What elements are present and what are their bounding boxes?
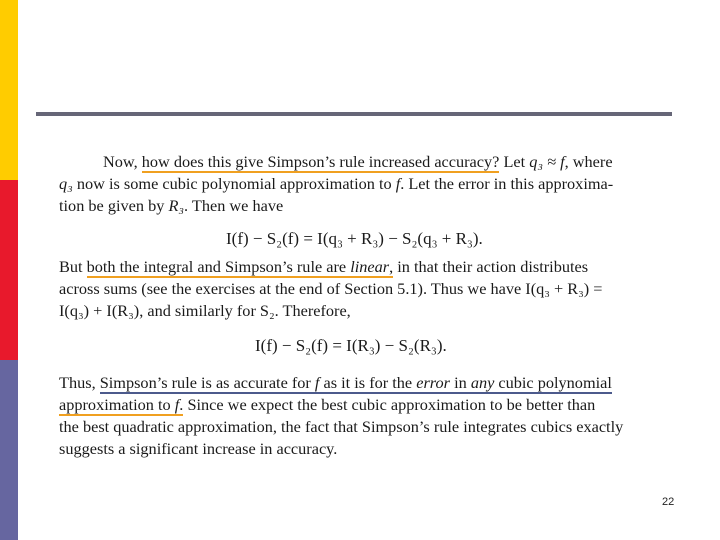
paragraph-3-line-2 bbox=[59, 394, 683, 416]
text-fragment: in bbox=[450, 373, 471, 392]
left-band-yellow bbox=[0, 0, 18, 180]
paragraph-1-line-2 bbox=[59, 173, 683, 195]
math-inline: R₃ bbox=[168, 196, 185, 215]
text-fragment: Thus, bbox=[59, 373, 100, 392]
text-fragment: , where bbox=[564, 152, 613, 171]
text-fragment: in that their action distributes bbox=[393, 257, 589, 276]
equation-1: I(f) − S₂(f) = I(q₃ + R₃) − S₂(q₃ + R₃). bbox=[226, 229, 483, 248]
equation-2: I(f) − S₂(f) = I(R₃) − S₂(R₃). bbox=[255, 336, 447, 355]
paragraph-3-line-1 bbox=[59, 372, 683, 394]
text-fragment: . Then we have bbox=[184, 196, 284, 215]
paragraph-3-line-3: the best quadratic approximation, the fact that Simpson’s rule integrates cubics exactly bbox=[59, 417, 624, 436]
highlighted-conclusion-end bbox=[59, 395, 183, 416]
highlighted-linearity bbox=[87, 257, 394, 278]
text-fragment: But bbox=[59, 257, 87, 276]
math-inline: f bbox=[314, 373, 320, 392]
text-fragment: Simpson’s rule is as accurate for bbox=[99, 373, 315, 392]
text-fragment: approximation to bbox=[59, 395, 175, 414]
math-inline: q₃ ≈ f bbox=[529, 152, 565, 171]
text-fragment: Let bbox=[499, 152, 530, 171]
left-band-blue bbox=[0, 360, 18, 540]
text-fragment: Since we expect the best cubic approximation to be better than bbox=[183, 395, 596, 414]
math-inline: f bbox=[395, 174, 401, 193]
paragraph-2-line-2: across sums (see the exercises at the end of Section 5.1). Thus we have I(q₃ + R₃) = bbox=[59, 279, 603, 298]
text-fragment: . bbox=[179, 395, 184, 414]
highlighted-question: how does this give Simpson’s rule increased accuracy? bbox=[141, 152, 500, 171]
paragraph-1-line-3 bbox=[59, 195, 683, 217]
highlighted-conclusion bbox=[100, 373, 612, 394]
left-band-red bbox=[0, 180, 18, 360]
text-fragment: now is some cubic polynomial approximation to bbox=[72, 174, 396, 193]
text-fragment: cubic polynomial bbox=[494, 373, 612, 392]
emphasis-linear: linear bbox=[350, 257, 390, 276]
text-fragment: tion be given by bbox=[59, 196, 169, 215]
math-inline: q₃ bbox=[59, 174, 73, 193]
paragraph-1-line-1 bbox=[59, 151, 683, 173]
paragraph-1 bbox=[59, 151, 683, 217]
paragraph-2-line-3: I(q₃) + I(R₃), and similarly for S₂. Therefore, bbox=[59, 301, 351, 320]
text-fragment: , bbox=[389, 257, 394, 276]
emphasis-any: any bbox=[470, 373, 495, 392]
emphasis-error: error bbox=[416, 373, 450, 392]
text-fragment: both the integral and Simpson’s rule are bbox=[86, 257, 351, 276]
paragraph-2-line-1 bbox=[59, 256, 683, 278]
text-fragment: Now, bbox=[103, 152, 142, 171]
paragraph-2 bbox=[59, 256, 683, 322]
text-fragment: as it is for the bbox=[319, 373, 417, 392]
math-inline: f bbox=[174, 395, 180, 414]
page-number: 22 bbox=[662, 496, 675, 508]
text-fragment: . Let the error in this approxima- bbox=[400, 174, 614, 193]
title-divider bbox=[36, 112, 672, 116]
paragraph-3-line-4: suggests a significant increase in accuracy. bbox=[59, 439, 338, 458]
paragraph-3 bbox=[59, 372, 683, 460]
